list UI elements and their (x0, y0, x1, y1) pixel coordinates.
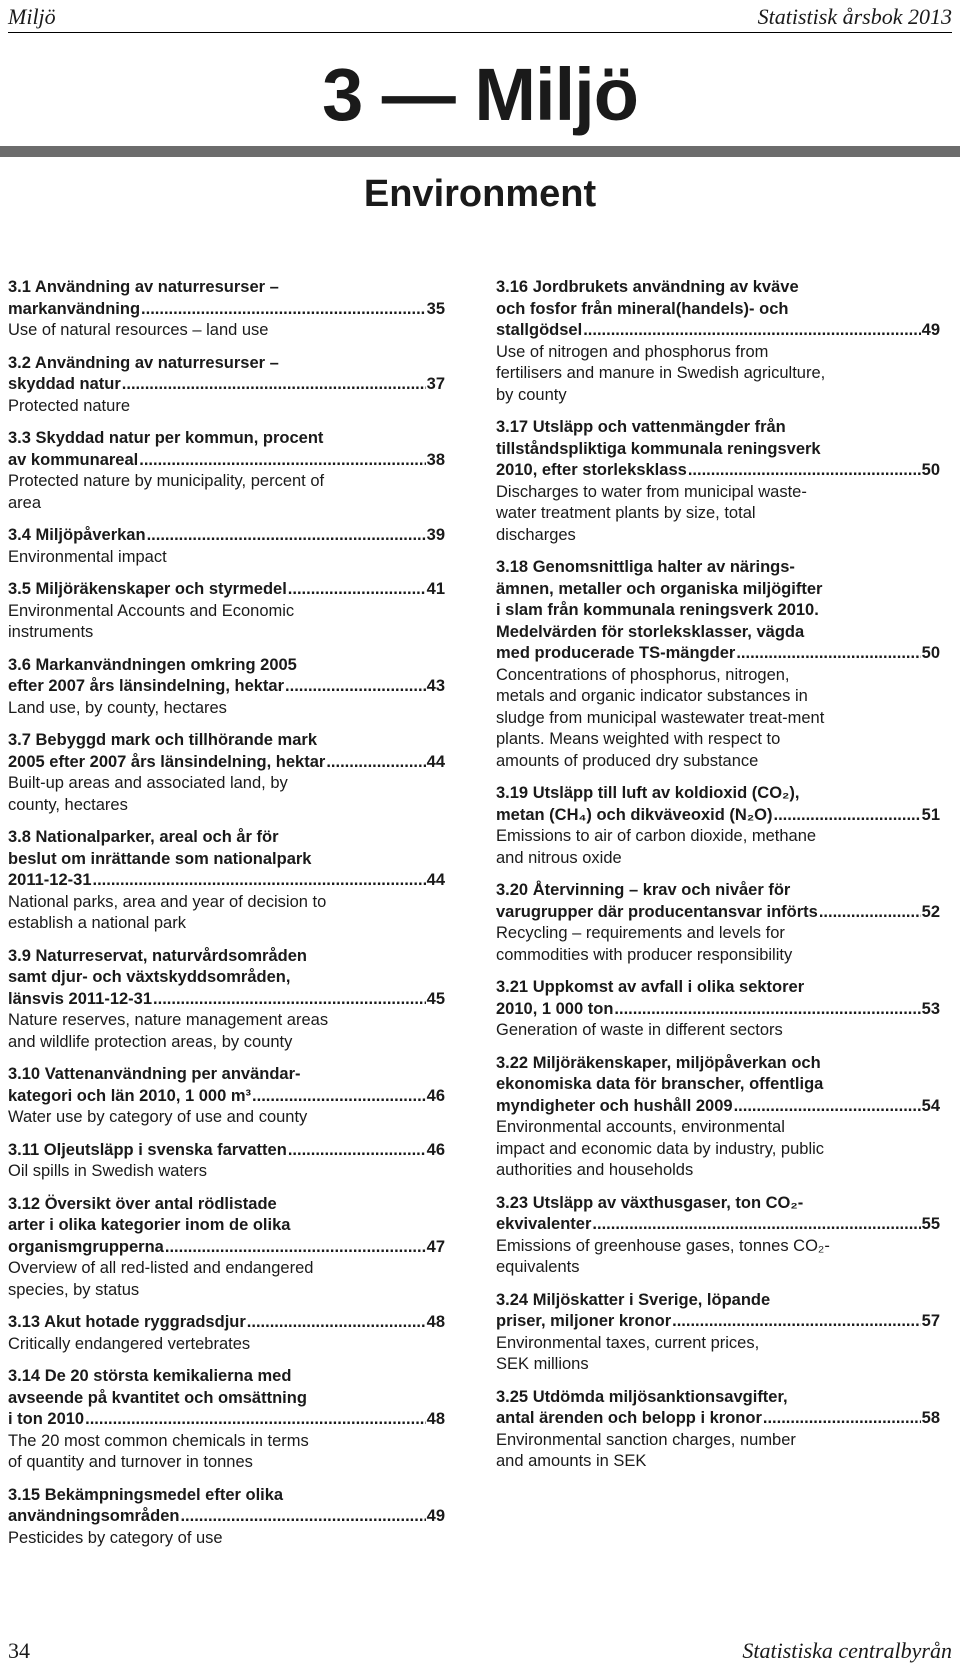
toc-english-line: by county (496, 385, 567, 404)
toc-english-line: Environmental accounts, environmental (496, 1118, 785, 1136)
toc-page-number[interactable]: 55 (921, 1215, 940, 1233)
toc-title-line: 2010, 1 000 ton (496, 999, 614, 1018)
toc-title-line: användningsområden (8, 1507, 180, 1525)
title-rule (0, 146, 960, 157)
toc-title-line: antal ärenden och belopp i kronor (496, 1409, 762, 1427)
page-number: 34 (8, 1638, 30, 1663)
toc-english-line: Environmental sanction charges, number (496, 1430, 796, 1449)
toc-entry-swedish-title (8, 353, 445, 396)
toc-entry-english-title (496, 1117, 940, 1182)
dot-leader (583, 320, 920, 342)
chapter-subtitle: Environment (363, 173, 597, 215)
toc-title-line: 3.17 Utsläpp och vattenmängder från (496, 418, 786, 436)
toc-entry[interactable] (8, 353, 445, 418)
toc-entry-swedish-title (8, 946, 445, 1011)
toc-english-line: equivalents (496, 1258, 580, 1276)
toc-entry-english-title (8, 601, 445, 644)
toc-english-line: authorities and households (496, 1161, 694, 1179)
toc-english-line: impact and economic data by industry, public (496, 1139, 825, 1158)
toc-entry-english-title (496, 826, 940, 869)
toc-title-line: organismgrupperna (8, 1237, 164, 1256)
toc-entry-swedish-title (496, 783, 940, 826)
toc-entry-swedish-title (496, 1193, 940, 1236)
toc-english-line: Built-up areas and associated land, by (8, 774, 288, 792)
toc-title-line: av kommunareal (8, 450, 139, 469)
toc-title-line: i slam från kommunala reningsverk 2010. (496, 601, 819, 619)
toc-english-line: Nature reserves, nature management areas (8, 1011, 329, 1029)
toc-title-line: 3.22 Miljöräkenskaper, miljöpåverkan och (496, 1053, 821, 1072)
toc-entry-swedish-title (8, 579, 445, 601)
toc-entry[interactable] (496, 417, 940, 546)
toc-title-line: 3.23 Utsläpp av växthusgaser, ton CO₂- (496, 1193, 804, 1212)
toc-english-line: commodities with producer responsibility (496, 945, 793, 964)
header-section-name: Miljö (8, 4, 56, 29)
toc-page-number[interactable]: 48 (426, 1313, 445, 1331)
dot-leader (93, 870, 426, 892)
toc-entry[interactable] (496, 1193, 940, 1279)
toc-entry-english-title (8, 320, 445, 342)
toc-entry-english-title (8, 1258, 445, 1301)
toc-entry[interactable] (8, 655, 445, 720)
toc-entry-english-title (8, 396, 445, 418)
dot-leader (672, 1311, 921, 1333)
toc-title-line: metan (CH₄) och dikväveoxid (N₂O) (496, 805, 773, 824)
toc-english-line: Use of natural resources – land use (8, 321, 269, 339)
toc-title-line: i ton 2010 (8, 1410, 85, 1428)
toc-title-line: efter 2007 års länsindelning, hektar (8, 677, 285, 695)
toc-entry-swedish-title (8, 525, 445, 547)
dot-leader (614, 999, 920, 1021)
toc-title-line: beslut om inrättande som nationalpark (8, 849, 312, 868)
toc-entry[interactable] (496, 557, 940, 772)
toc-page-number[interactable]: 38 (426, 450, 445, 469)
toc-title-line: 3.4 Miljöpåverkan (8, 526, 146, 544)
toc-entry[interactable] (496, 1053, 940, 1182)
toc-page-number[interactable]: 58 (921, 1409, 940, 1427)
header-publication-name: Statistisk årsbok 2013 (757, 4, 952, 29)
toc-entry[interactable] (8, 730, 445, 816)
toc-english-line: and amounts in SEK (496, 1452, 647, 1470)
dot-leader (141, 299, 426, 321)
toc-title-line: 3.13 Akut hotade ryggradsdjur (8, 1313, 246, 1331)
dot-leader (736, 643, 920, 665)
toc-entry[interactable] (496, 783, 940, 869)
toc-english-line: Environmental Accounts and Economic (8, 601, 295, 620)
toc-page-number[interactable]: 49 (426, 1507, 445, 1525)
toc-page-number[interactable]: 52 (921, 902, 940, 921)
toc-entry-swedish-title (8, 655, 445, 698)
toc-entry[interactable] (8, 277, 445, 342)
toc-english-line: metals and organic indicator substances in (496, 687, 808, 705)
toc-english-line: and nitrous oxide (496, 848, 622, 867)
toc-english-line: Concentrations of phosphorus, nitrogen, (496, 665, 790, 684)
toc-title-line: 3.12 Översikt över antal rödlistade (8, 1194, 277, 1213)
toc-entry-english-title (8, 773, 445, 816)
dot-leader (180, 1506, 425, 1528)
toc-page-number[interactable]: 37 (426, 375, 445, 393)
toc-page-number[interactable]: 57 (921, 1312, 940, 1330)
dot-leader (288, 1140, 426, 1162)
toc-english-line: amounts of produced dry substance (496, 751, 759, 770)
toc-title-line: priser, miljoner kronor (496, 1312, 672, 1330)
toc-entry-swedish-title (496, 1053, 940, 1118)
toc-title-line: varugrupper där producentansvar införts (496, 902, 818, 921)
toc-entry-swedish-title (8, 827, 445, 892)
toc-title-line: 3.6 Markanvändningen omkring 2005 (8, 655, 297, 674)
toc-title-line: 3.19 Utsläpp till luft av koldioxid (CO₂), (496, 784, 800, 802)
toc-title-line: 3.3 Skyddad natur per kommun, procent (8, 429, 324, 447)
toc-entry-english-title (496, 1430, 940, 1473)
toc-english-line: SEK millions (496, 1355, 589, 1373)
toc-english-line: fertilisers and manure in Swedish agriculture, (496, 364, 826, 382)
toc-english-line: Pesticides by category of use (8, 1528, 223, 1547)
toc-column-right (496, 277, 940, 1484)
dot-leader (688, 460, 921, 482)
toc-entry[interactable] (8, 1366, 445, 1474)
toc-title-line: länsvis 2011-12-31 (8, 989, 153, 1008)
running-footer (8, 1638, 952, 1664)
toc-page-number[interactable]: 50 (921, 461, 940, 479)
toc-title-line: samt djur- och växtskyddsområden, (8, 968, 291, 986)
toc-title-line: med producerade TS-mängder (496, 644, 736, 662)
toc-entry[interactable] (8, 1140, 445, 1183)
dot-leader (734, 1096, 921, 1118)
toc-entry-swedish-title (496, 880, 940, 923)
toc-page-number[interactable]: 43 (426, 677, 445, 695)
toc-entry-english-title (496, 342, 940, 407)
toc-entry[interactable] (8, 1312, 445, 1355)
toc-entry-english-title (8, 1010, 445, 1053)
toc-english-line: Water use by category of use and county (8, 1108, 308, 1126)
toc-english-line: National parks, area and year of decision to (8, 892, 327, 911)
toc-title-line: 3.20 Återvinning – krav och nivåer för (496, 881, 791, 899)
toc-english-line: plants. Means weighted with respect to (496, 730, 781, 748)
toc-title-line: kategori och län 2010, 1 000 m³ (8, 1086, 252, 1105)
toc-english-line: Environmental taxes, current prices, (496, 1333, 760, 1352)
toc-page-number[interactable]: 35 (426, 299, 445, 318)
dot-leader (122, 374, 426, 396)
running-header (8, 2, 952, 33)
toc-english-line: Emissions of greenhouse gases, tonnes CO₂- (496, 1236, 830, 1255)
toc-title-line: 2011-12-31 (8, 871, 92, 889)
dot-leader (147, 525, 426, 547)
dot-leader (288, 579, 426, 601)
toc-title-line: 3.25 Utdömda miljösanktionsavgifter, (496, 1387, 788, 1406)
toc-entry[interactable] (8, 1485, 445, 1550)
dot-leader (85, 1409, 426, 1431)
dot-leader (165, 1237, 426, 1259)
toc-title-line: 3.5 Miljöräkenskaper och styrmedel (8, 580, 287, 598)
toc-page-number[interactable]: 47 (426, 1237, 445, 1256)
dot-leader (139, 450, 425, 472)
toc-entry[interactable] (8, 579, 445, 644)
toc-title-line: myndigheter och hushåll 2009 (496, 1096, 733, 1115)
toc-entry-english-title (8, 1161, 445, 1183)
toc-entry-swedish-title (8, 730, 445, 773)
toc-english-line: Protected nature (8, 396, 130, 415)
toc-page-number[interactable]: 46 (426, 1140, 445, 1159)
toc-entry[interactable] (496, 1387, 940, 1473)
toc-entry-swedish-title (8, 1194, 445, 1259)
toc-page-number[interactable]: 45 (426, 989, 445, 1008)
toc-page-number[interactable]: 50 (921, 644, 940, 662)
dot-leader (592, 1214, 920, 1236)
toc-title-line: 3.2 Användning av naturresurser – (8, 353, 279, 372)
toc-title-line: 3.16 Jordbrukets användning av kväve (496, 278, 799, 296)
toc-english-line: species, by status (8, 1280, 140, 1299)
toc-page-number[interactable]: 53 (921, 999, 940, 1018)
toc-english-line: and wildlife protection areas, by county (8, 1032, 293, 1051)
toc-entry-english-title (8, 471, 445, 514)
dot-leader (774, 805, 921, 827)
toc-title-line: och fosfor från mineral(handels)- och (496, 299, 789, 318)
toc-english-line: The 20 most common chemicals in terms (8, 1431, 309, 1450)
toc-entry-english-title (496, 923, 940, 966)
toc-column-left (8, 277, 445, 1560)
toc-title-line: skyddad natur (8, 375, 121, 393)
toc-entry-english-title (496, 482, 940, 547)
toc-english-line: Critically endangered vertebrates (8, 1334, 251, 1353)
toc-entry-swedish-title (496, 1290, 940, 1333)
toc-entry-swedish-title (8, 1366, 445, 1431)
toc-title-line: Medelvärden för storleksklasser, vägda (496, 622, 805, 641)
toc-english-line: Environmental impact (8, 547, 167, 566)
toc-entry-english-title (8, 698, 445, 720)
toc-english-line: instruments (8, 623, 94, 641)
toc-english-line: Discharges to water from municipal waste- (496, 482, 807, 501)
toc-page-number[interactable]: 49 (921, 321, 940, 339)
toc-title-line: 3.24 Miljöskatter i Sverige, löpande (496, 1290, 771, 1309)
toc-page-number[interactable]: 41 (426, 580, 445, 598)
toc-english-line: Overview of all red-listed and endangered (8, 1259, 314, 1277)
toc-entry[interactable] (496, 880, 940, 966)
toc-english-line: water treatment plants by size, total (496, 504, 756, 522)
toc-entry-english-title (8, 1431, 445, 1474)
toc-entry-english-title (496, 1020, 940, 1042)
toc-english-line: Emissions to air of carbon dioxide, methane (496, 827, 817, 845)
toc-entry-swedish-title (8, 1485, 445, 1528)
toc-english-line: Protected nature by municipality, percent of (8, 472, 325, 490)
toc-title-line: 3.14 De 20 största kemikalierna med (8, 1367, 292, 1385)
toc-entry[interactable] (8, 1064, 445, 1129)
toc-entry[interactable] (8, 428, 445, 514)
toc-english-line: of quantity and turnover in tonnes (8, 1453, 253, 1471)
dot-leader (252, 1086, 426, 1108)
toc-entry-english-title (496, 665, 940, 773)
toc-title-line: 3.9 Naturreservat, naturvårdsområden (8, 946, 307, 965)
toc-entry-english-title (8, 892, 445, 935)
toc-title-line: 2005 efter 2007 års länsindelning, hektar (8, 752, 326, 771)
toc-page-number[interactable]: 54 (921, 1096, 940, 1115)
toc-title-line: avseende på kvantitet och omsättning (8, 1388, 307, 1407)
toc-entry-swedish-title (8, 1312, 445, 1334)
toc-title-line: arter i olika kategorier inom de olika (8, 1216, 291, 1234)
toc-entry-english-title (8, 1528, 445, 1550)
toc-page-number[interactable]: 46 (426, 1086, 445, 1105)
toc-entry-swedish-title (8, 428, 445, 471)
toc-entry-swedish-title (496, 557, 940, 665)
toc-entry[interactable] (8, 946, 445, 1054)
footer-publisher: Statistiska centralbyrån (742, 1638, 952, 1663)
toc-english-line: Land use, by county, hectares (8, 698, 227, 717)
toc-title-line: 3.21 Uppkomst av avfall i olika sektorer (496, 978, 805, 996)
toc-entry-english-title (8, 1334, 445, 1356)
toc-entry[interactable] (496, 977, 940, 1042)
toc-title-line: stallgödsel (496, 321, 583, 339)
toc-title-line: 3.7 Bebyggd mark och tillhörande mark (8, 731, 318, 749)
toc-title-line: tillståndspliktiga kommunala reningsverk (496, 439, 821, 458)
dot-leader (819, 902, 921, 924)
toc-entry-swedish-title (496, 417, 940, 482)
toc-english-line: Generation of waste in different sectors (496, 1021, 783, 1039)
toc-title-line: markanvändning (8, 299, 141, 318)
toc-entry-swedish-title (8, 1140, 445, 1162)
toc-english-line: county, hectares (8, 795, 128, 814)
toc-page-number[interactable]: 44 (426, 752, 445, 771)
toc-english-line: sludge from municipal wastewater treat-ment (496, 708, 825, 727)
toc-entry-swedish-title (496, 977, 940, 1020)
toc-entry-swedish-title (496, 1387, 940, 1430)
toc-entry[interactable] (496, 277, 940, 406)
toc-title-line: 3.10 Vattenanvändning per användar- (8, 1065, 301, 1083)
toc-english-line: area (8, 493, 42, 512)
chapter-title: 3 — Miljö (322, 53, 638, 136)
toc-entry[interactable] (8, 525, 445, 568)
toc-entry-swedish-title (8, 1064, 445, 1107)
toc-page-number[interactable]: 51 (921, 805, 940, 824)
dot-leader (247, 1312, 426, 1334)
toc-title-line: 3.18 Genomsnittliga halter av närings- (496, 558, 795, 576)
toc-entry[interactable] (8, 827, 445, 935)
toc-title-line: ämnen, metaller och organiska miljögifter (496, 579, 823, 598)
toc-english-line: Use of nitrogen and phosphorus from (496, 342, 769, 361)
toc-title-line: ekonomiska data för branscher, offentliga (496, 1075, 824, 1093)
toc-english-line: Recycling – requirements and levels for (496, 924, 785, 942)
toc-english-line: establish a national park (8, 914, 186, 932)
toc-title-line: 3.15 Bekämpningsmedel efter olika (8, 1485, 284, 1504)
dot-leader (285, 676, 426, 698)
dot-leader (326, 752, 425, 774)
toc-title-line: 3.11 Oljeutsläpp i svenska farvatten (8, 1140, 287, 1159)
toc-title-line: 2010, efter storleksklass (496, 461, 687, 479)
dot-leader (153, 989, 426, 1011)
toc-english-line: discharges (496, 525, 576, 544)
dot-leader (763, 1408, 921, 1430)
toc-entry[interactable] (496, 1290, 940, 1376)
toc-title-line: 3.8 Nationalparker, areal och år för (8, 828, 279, 846)
toc-entry-english-title (8, 547, 445, 569)
toc-page-number[interactable]: 48 (426, 1410, 445, 1428)
toc-page-number[interactable]: 39 (426, 526, 445, 544)
toc-english-line: Oil spills in Swedish waters (8, 1162, 207, 1180)
toc-title-line: ekvivalenter (496, 1215, 592, 1233)
toc-title-line: 3.1 Användning av naturresurser – (8, 278, 279, 296)
toc-entry[interactable] (8, 1194, 445, 1302)
toc-entry-english-title (496, 1236, 940, 1279)
toc-entry-swedish-title (8, 277, 445, 320)
toc-entry-english-title (8, 1107, 445, 1129)
toc-entry-swedish-title (496, 277, 940, 342)
toc-entry-english-title (496, 1333, 940, 1376)
toc-page-number[interactable]: 44 (426, 871, 445, 889)
